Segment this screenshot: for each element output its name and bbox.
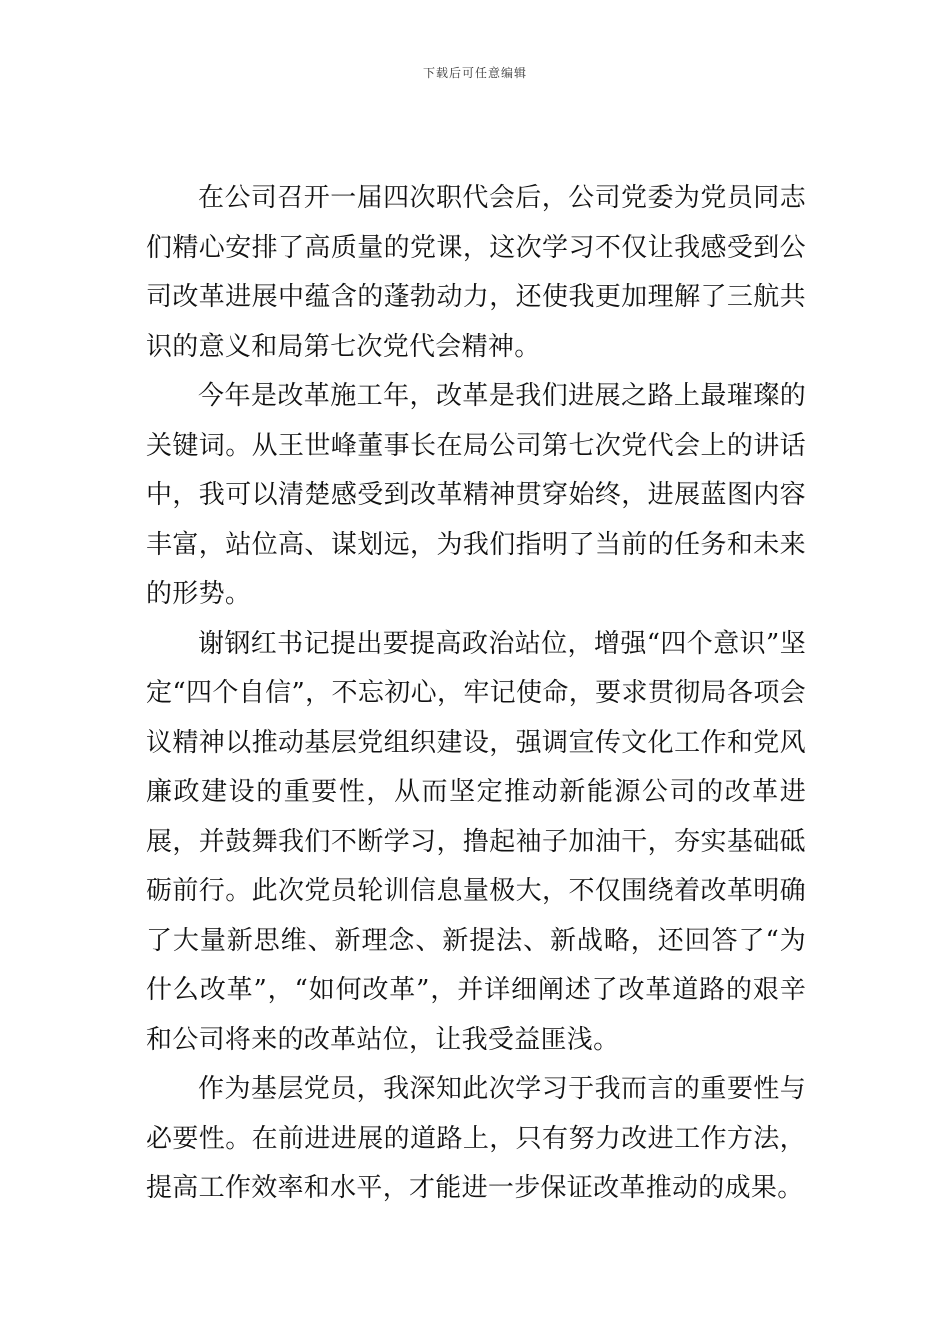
document-body: [146, 174, 806, 1214]
paragraph-2: 今年是改革施工年，改革是我们进展之路上最璀璨的关键词。从王世峰董事长在局公司第七次党代会上的讲话中，我可以清楚感受到改革精神贯穿始终，进展蓝图内容丰富，站位高、谋划远，为我们指明了当前的任务和未来的形势。: [146, 381, 806, 609]
paragraph-1: 在公司召开一届四次职代会后，公司党委为党员同志们精心安排了高质量的党课，这次学习不仅让我感受到公司改革进展中蕴含的蓬勃动力，还使我更加理解了三航共识的意义和局第七次党代会精神。: [146, 183, 806, 362]
page-header: 下载后可任意编辑: [422, 66, 527, 80]
paragraph-3: 谢钢红书记提出要提高政治站位，增强“四个意识”坚定“四个自信”，不忘初心，牢记使命，要求贯彻局各项会议精神以推动基层党组织建设，强调宣传文化工作和党风廉政建设的重要性，从而坚定推动新能源公司的改革进展，并鼓舞我们不断学习，撸起袖子加油干，夯实基础砥砺前行。此次党员轮训信息量极大，不仅围绕着改革明确了大量新思维、新理念、新提法、新战略，还回答了“为什么改革”，“如何改革”，并详细阐述了改革道路的艰辛和公司将来的改革站位，让我受益匪浅。: [146, 628, 806, 1055]
paragraph-4: 作为基层党员，我深知此次学习于我而言的重要性与必要性。在前进进展的道路上，只有努力改进工作方法，提高工作效率和水平，才能进一步保证改革推动的成果。: [146, 1074, 806, 1203]
